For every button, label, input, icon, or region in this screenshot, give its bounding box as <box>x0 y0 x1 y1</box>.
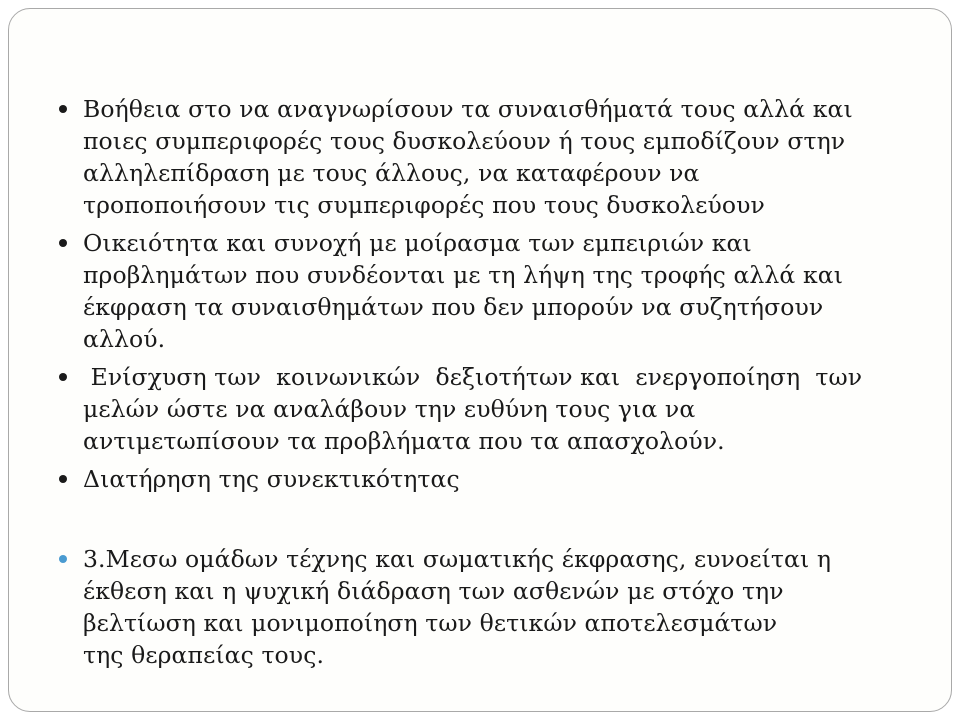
slide-frame <box>8 8 952 712</box>
bullet-line: αλλού. <box>83 325 166 353</box>
bullet-line: Βοήθεια στο να αναγνωρίσουν τα συναισθήματά τους αλλά και <box>83 95 853 123</box>
bullet-dot-icon <box>59 105 67 113</box>
bullet-line: μελών ώστε να αναλάβουν την ευθύνη τους για να <box>83 395 696 423</box>
bullet-line: αντιμετωπίσουν τα προβλήματα που τα απασχολούν. <box>83 427 725 455</box>
bullet-line: έκφραση τα συναισθημάτων που δεν μπορούν να συζητήσουν <box>83 293 824 321</box>
bullet-dot-icon <box>59 373 67 381</box>
bullet-item-2 <box>53 227 953 355</box>
bullet-line: ποιες συμπεριφορές τους δυσκολεύουν ή τους εμποδίζουν στην <box>83 127 846 155</box>
bullet-line: βελτίωση και μονιμοποίηση των θετικών αποτελεσμάτων <box>83 609 778 637</box>
bullet-item-5 <box>53 543 953 671</box>
bullet-line: 3.Μεσω ομάδων τέχνης και σωματικής έκφρασης, ευνοείται η <box>83 545 832 573</box>
bullet-line: τροποποιήσουν τις συμπεριφορές που τους δυσκολεύουν <box>83 191 765 219</box>
bullet-accent-dot-icon <box>59 555 67 563</box>
bullet-item-3 <box>53 361 953 457</box>
bullet-dot-icon <box>59 239 67 247</box>
bullet-item-1 <box>53 93 953 221</box>
bullet-line: Οικειότητα και συνοχή με μοίρασμα των εμπειριών και <box>83 229 752 257</box>
bullet-line: Διατήρηση της συνεκτικότητας <box>83 465 460 493</box>
bullet-line: προβλημάτων που συνδέονται με τη λήψη της τροφής αλλά και <box>83 261 844 289</box>
bullet-dot-icon <box>59 475 67 483</box>
bullet-list <box>53 93 953 671</box>
bullet-line: Ενίσχυση των κοινωνικών δεξιοτήτων και ενεργοποίηση των <box>83 363 863 391</box>
bullet-line: έκθεση και η ψυχική διάδραση των ασθενών με στόχο την <box>83 577 784 605</box>
bullet-line: της θεραπείας τους. <box>83 641 325 669</box>
bullet-line: αλληλεπίδραση με τους άλλους, να καταφέρουν να <box>83 159 700 187</box>
bullet-item-4 <box>53 463 953 495</box>
